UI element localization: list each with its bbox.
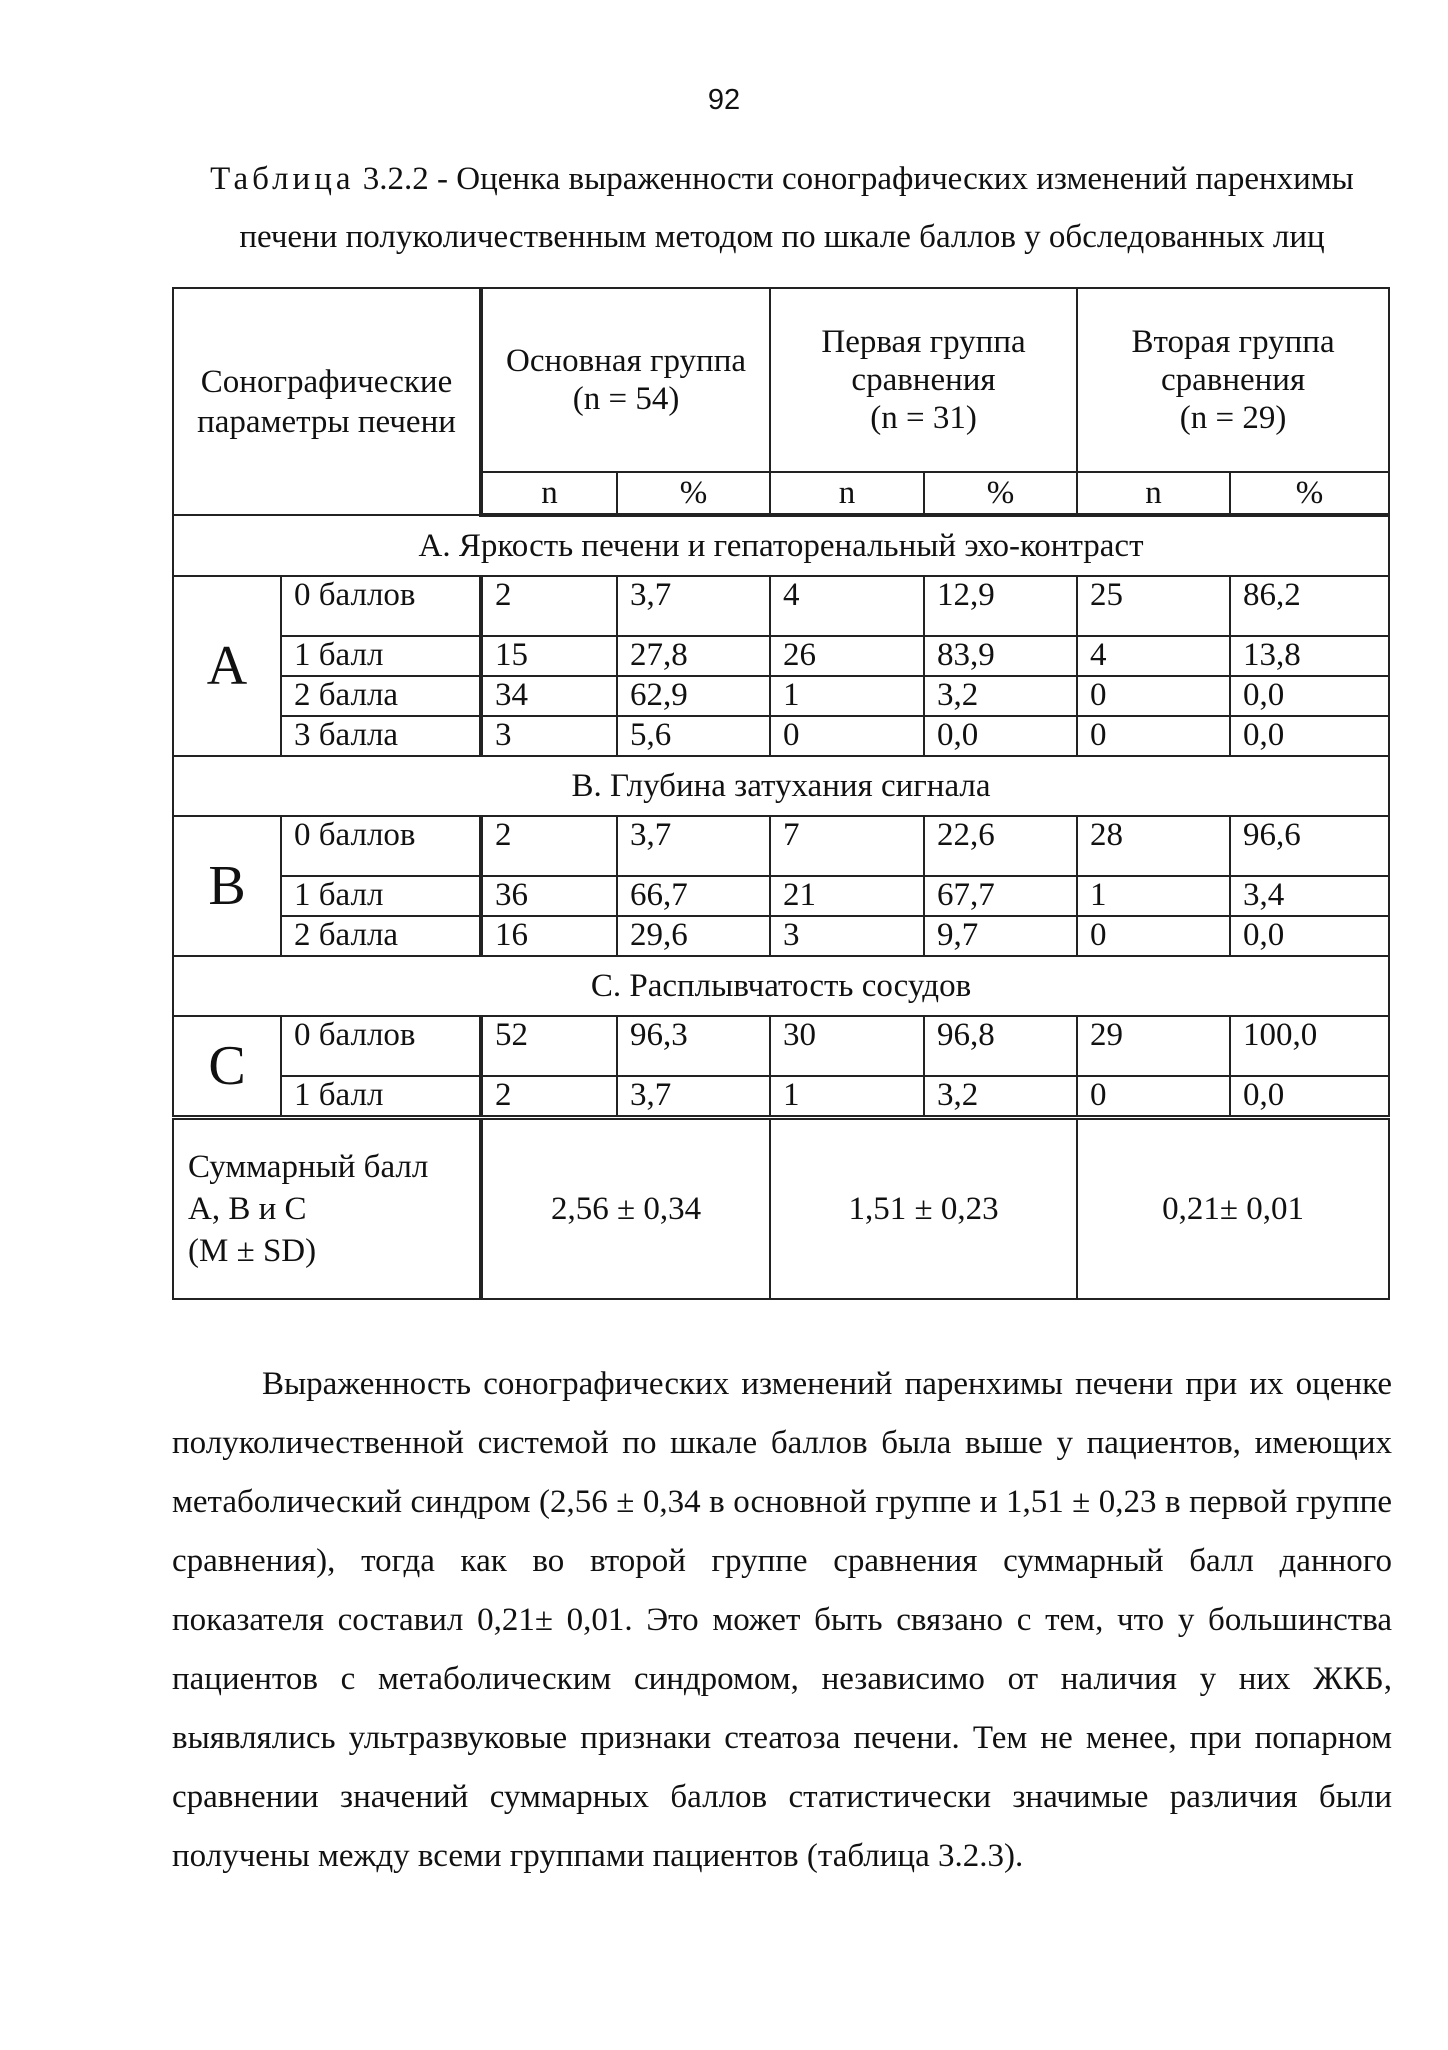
row-label: 2 балла (281, 676, 481, 716)
header-group-first-title: Первая группа сравнения (821, 324, 1026, 398)
table-cell: 13,8 (1230, 636, 1389, 676)
table-cell: 4 (770, 576, 924, 636)
table-cell: 29,6 (617, 916, 770, 956)
table-cell: 36 (481, 876, 617, 916)
table-cell: 62,9 (617, 676, 770, 716)
row-label: 1 балл (281, 1076, 481, 1118)
table-cell: 100,0 (1230, 1016, 1389, 1076)
table-cell: 3,4 (1230, 876, 1389, 916)
summary-label-line: (M ± SD) (188, 1233, 317, 1269)
table-cell: 7 (770, 816, 924, 876)
table-cell: 86,2 (1230, 576, 1389, 636)
table-row (173, 676, 1389, 716)
table-cell: 0,0 (1230, 716, 1389, 756)
results-table (172, 287, 1390, 1300)
header-group-first-n: (n = 31) (870, 400, 977, 436)
table-cell: 2 (481, 576, 617, 636)
table-cell: 27,8 (617, 636, 770, 676)
table-row (173, 876, 1389, 916)
header-group-first (770, 288, 1077, 472)
table-row (173, 716, 1389, 756)
group-letter: В (173, 816, 281, 956)
row-label: 1 балл (281, 636, 481, 676)
table-cell: 4 (1077, 636, 1230, 676)
table-cell: 2 (481, 1076, 617, 1118)
section-title: А. Яркость печени и гепаторенальный эхо-контраст (173, 515, 1389, 576)
summary-value-first: 1,51 ± 0,23 (770, 1118, 1077, 1300)
header-params: Сонографические параметры печени (173, 288, 481, 515)
table-cell: 3,7 (617, 576, 770, 636)
table-row (173, 1016, 1389, 1076)
subheader-n: n (481, 472, 617, 515)
table-cell: 30 (770, 1016, 924, 1076)
table-cell: 1 (1077, 876, 1230, 916)
subheader-n: n (770, 472, 924, 515)
table-cell: 66,7 (617, 876, 770, 916)
table-cell: 0 (1077, 676, 1230, 716)
table-cell: 0,0 (1230, 916, 1389, 956)
table-cell: 67,7 (924, 876, 1077, 916)
table-cell: 34 (481, 676, 617, 716)
summary-row (173, 1118, 1389, 1300)
header-group-second-title: Вторая группа сравнения (1131, 324, 1335, 398)
subheader-n: n (1077, 472, 1230, 515)
section-title: С. Расплывчатость сосудов (173, 956, 1389, 1016)
summary-value-second: 0,21± 0,01 (1077, 1118, 1389, 1300)
table-row (173, 1076, 1389, 1118)
table-cell: 0 (1077, 916, 1230, 956)
table-cell: 3 (770, 916, 924, 956)
table-cell: 16 (481, 916, 617, 956)
table-row (173, 576, 1389, 636)
body-paragraph-block (172, 1355, 1392, 1886)
header-group-main-title: Основная группа (506, 343, 747, 379)
table-cell: 3,7 (617, 816, 770, 876)
table-cell: 0,0 (1230, 676, 1389, 716)
table-cell: 29 (1077, 1016, 1230, 1076)
table-cell: 2 (481, 816, 617, 876)
row-label: 3 балла (281, 716, 481, 756)
table-cell: 0 (1077, 1076, 1230, 1118)
header-group-main (481, 288, 770, 472)
row-label: 0 баллов (281, 576, 481, 636)
table-cell: 96,3 (617, 1016, 770, 1076)
caption-text: 3.2.2 - Оценка выраженности сонографических изменений паренхимы печени полуколичественным методом по шкале баллов у обследованных лиц (239, 161, 1354, 255)
table-caption (172, 150, 1392, 266)
subheader-pct: % (617, 472, 770, 515)
summary-label (173, 1118, 481, 1300)
table-cell: 96,6 (1230, 816, 1389, 876)
table-cell: 26 (770, 636, 924, 676)
page-number: 92 (707, 84, 741, 116)
body-paragraph: Выраженность сонографических изменений паренхимы печени при их оценке полуколичественной системой по шкале баллов была выше у пациентов, имеющих метаболический синдром (2,56 ± 0,34 в основной группе и 1,51 ± 0,23 в первой группе сравнения), тогда как во второй группе сравнения суммарный балл данного показателя составил 0,21± 0,01. Это может быть связано с тем, что у большинства пациентов с метаболическим синдромом, независимо от наличия у них ЖКБ, выявлялись ультразвуковые признаки стеатоза печени. Тем не менее, при попарном сравнении значений суммарных баллов статистически значимые различия были получены между всеми группами пациентов (таблица 3.2.3). (172, 1366, 1392, 1874)
caption-lead: Таблица (210, 161, 355, 197)
table-cell: 22,6 (924, 816, 1077, 876)
table-cell: 28 (1077, 816, 1230, 876)
table-cell: 3,7 (617, 1076, 770, 1118)
table-cell: 5,6 (617, 716, 770, 756)
table-cell: 3 (481, 716, 617, 756)
row-label: 2 балла (281, 916, 481, 956)
table-row (173, 636, 1389, 676)
header-group-second (1077, 288, 1389, 472)
table-cell: 25 (1077, 576, 1230, 636)
table-cell: 52 (481, 1016, 617, 1076)
table-row (173, 816, 1389, 876)
table-cell: 1 (770, 676, 924, 716)
summary-label-line: Суммарный балл (188, 1149, 429, 1185)
table-cell: 1 (770, 1076, 924, 1118)
subheader-pct: % (1230, 472, 1389, 515)
table-row (173, 916, 1389, 956)
table-cell: 0 (770, 716, 924, 756)
table-cell: 0,0 (1230, 1076, 1389, 1118)
summary-value-main: 2,56 ± 0,34 (481, 1118, 770, 1300)
header-group-main-n: (n = 54) (572, 381, 680, 417)
row-label: 0 баллов (281, 1016, 481, 1076)
table-cell: 83,9 (924, 636, 1077, 676)
table-cell: 0 (1077, 716, 1230, 756)
table-cell: 0,0 (924, 716, 1077, 756)
section-title: В. Глубина затухания сигнала (173, 756, 1389, 816)
table-cell: 15 (481, 636, 617, 676)
table-cell: 96,8 (924, 1016, 1077, 1076)
table-cell: 12,9 (924, 576, 1077, 636)
table-cell: 3,2 (924, 676, 1077, 716)
table-cell: 9,7 (924, 916, 1077, 956)
row-label: 0 баллов (281, 816, 481, 876)
summary-label-line: А, В и С (188, 1191, 307, 1227)
row-label: 1 балл (281, 876, 481, 916)
header-group-second-n: (n = 29) (1179, 400, 1287, 436)
group-letter: А (173, 576, 281, 756)
group-letter: С (173, 1016, 281, 1118)
subheader-pct: % (924, 472, 1077, 515)
table-cell: 21 (770, 876, 924, 916)
table-cell: 3,2 (924, 1076, 1077, 1118)
